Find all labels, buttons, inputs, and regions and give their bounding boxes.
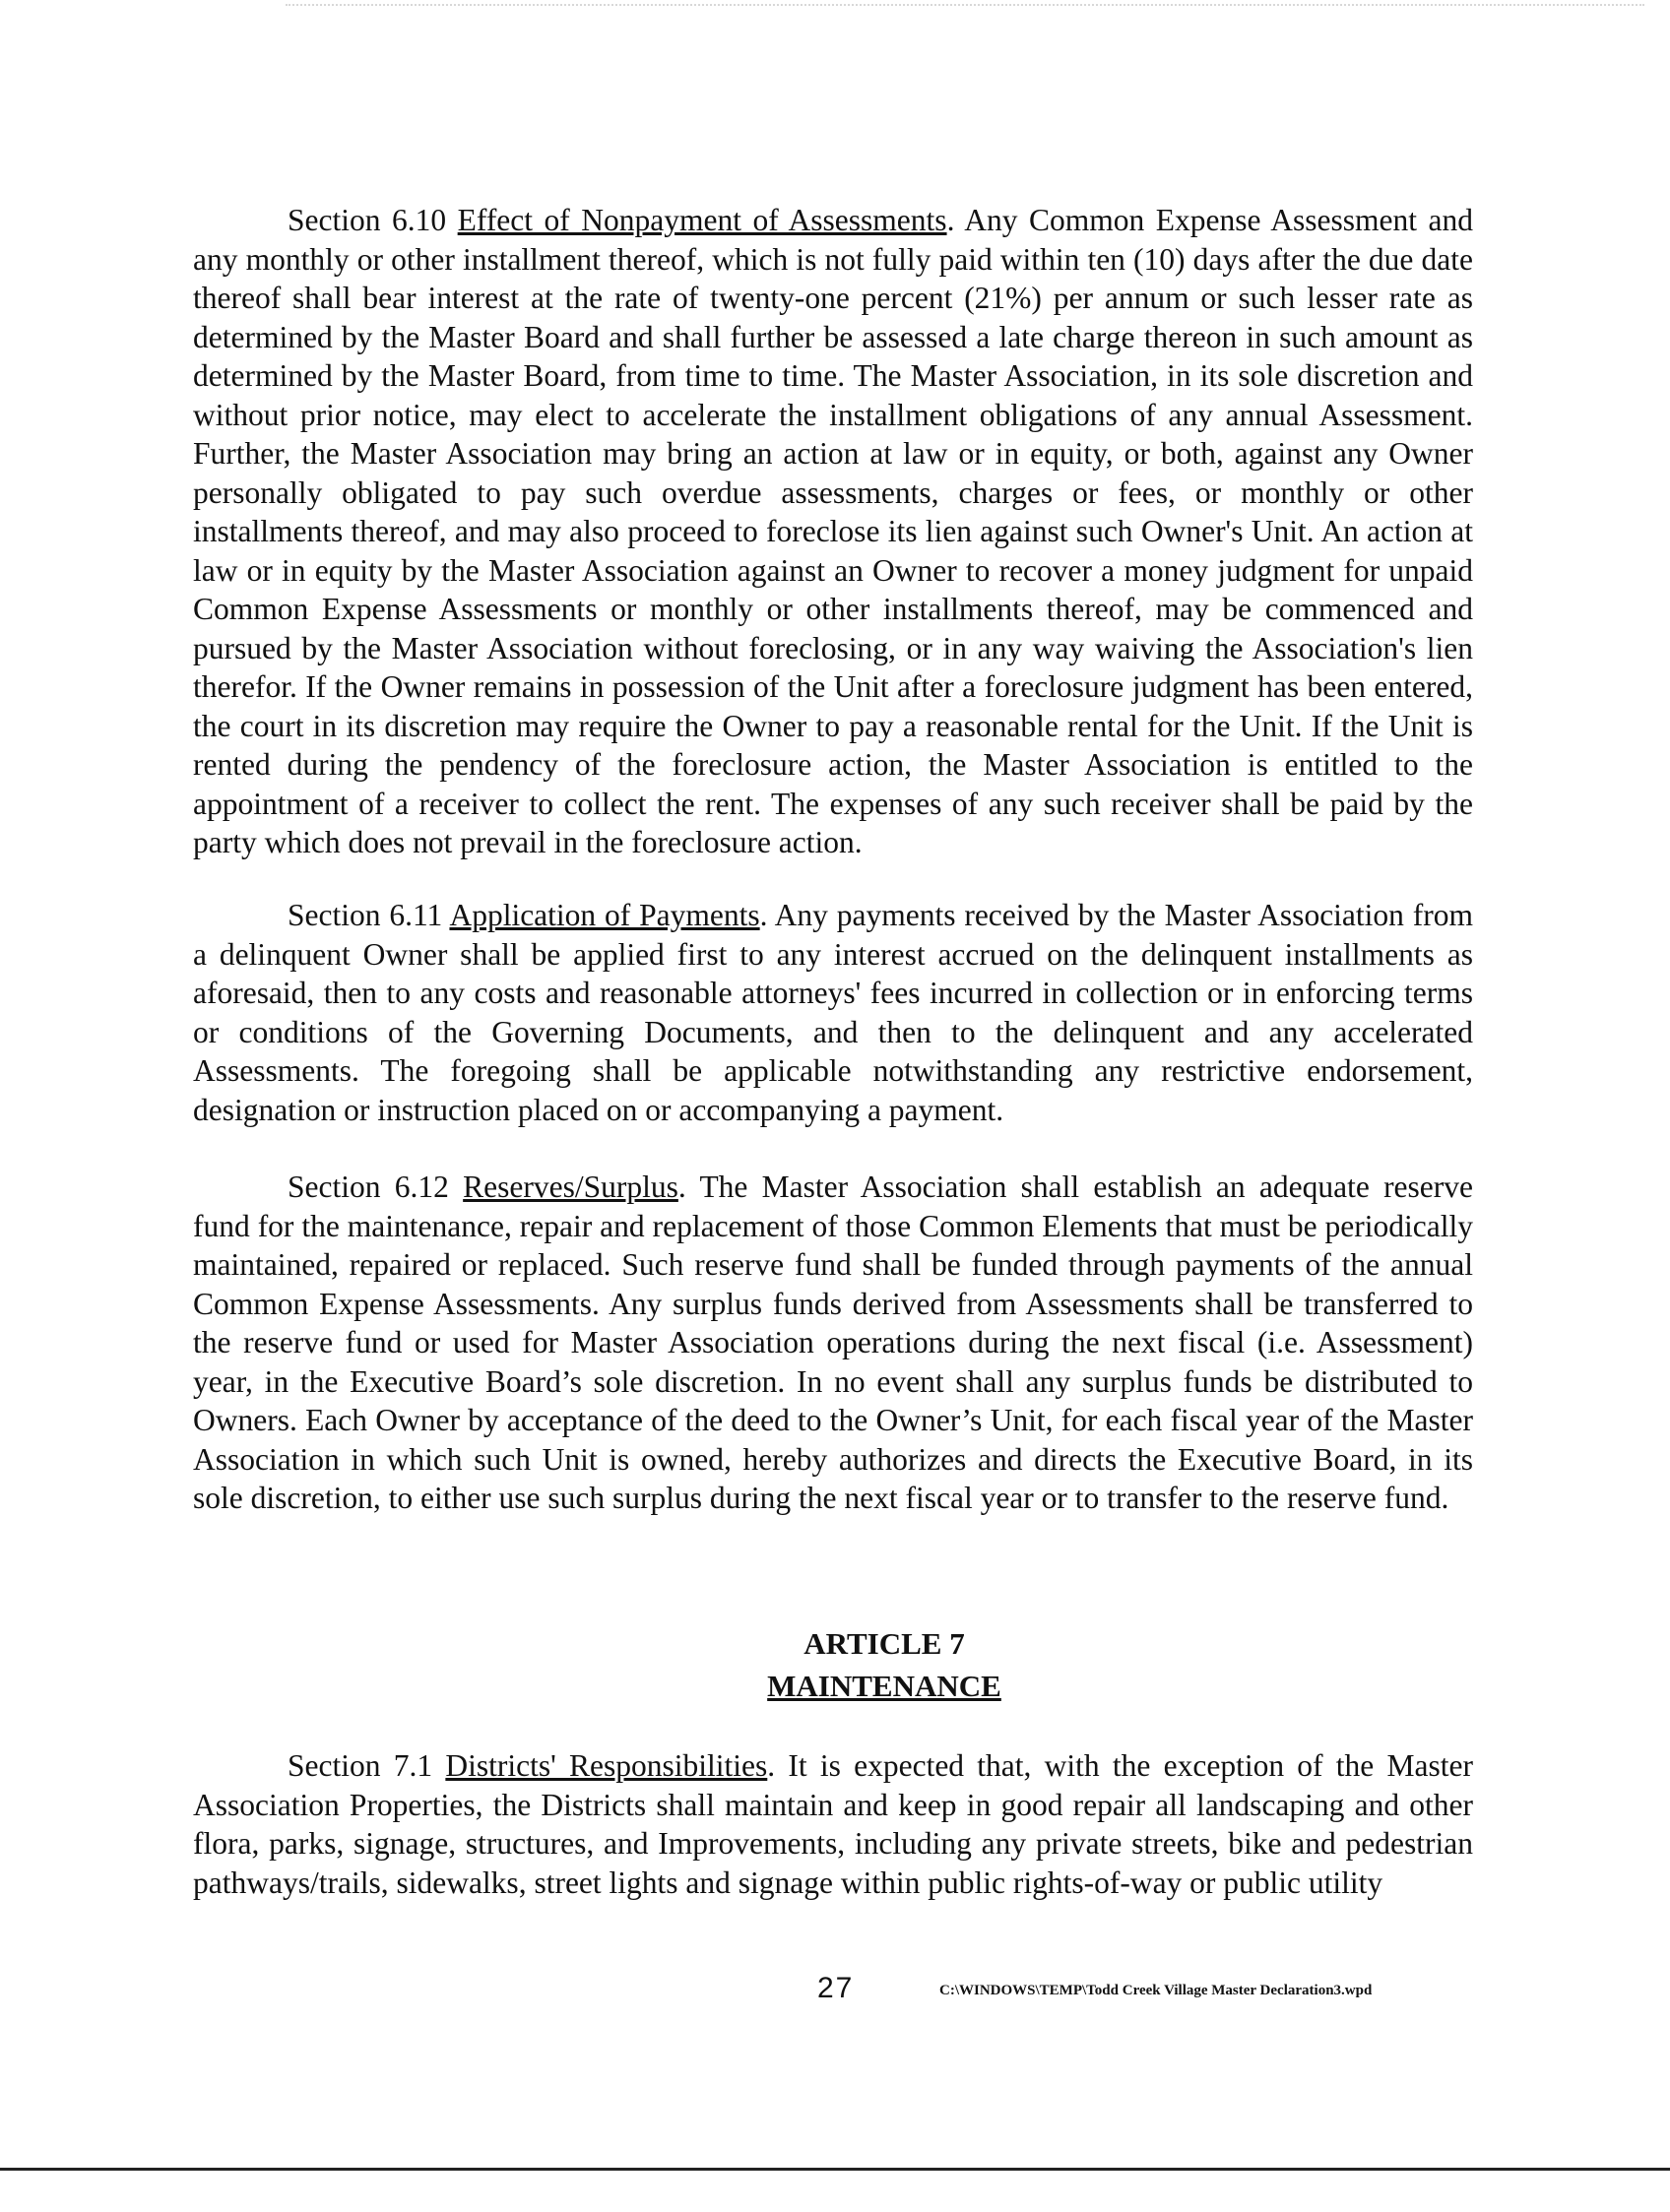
section-title: Districts' Responsibilities [445, 1748, 768, 1783]
article-number: ARTICLE 7 [803, 1626, 965, 1661]
section-6-12 [193, 1168, 1473, 1518]
section-body: . The Master Association shall establish an adequate reserve fund for the maintenance, repair and replacement of those Common Elements that must be periodically maintained, repaired or replaced. Such reserve fund shall be funded through payments of the annual Common Expense Assessments. Any surplus funds derived from Assessments shall be transferred to the reserve fund or used for Master Association operations during the next fiscal (i.e. Assessment) year, in the Executive Board’s sole discretion. In no event shall any surplus funds be distributed to Owners. Each Owner by acceptance of the deed to the Owner’s Unit, for each fiscal year of the Master Association in which such Unit is owned, hereby authorizes and directs the Executive Board, in its sole discretion, to either use such surplus during the next fiscal year or to transfer to the reserve fund. [193, 1169, 1473, 1515]
section-6-10 [193, 201, 1473, 862]
section-title: Application of Payments [449, 898, 760, 932]
section-number: Section 7.1 [288, 1748, 433, 1783]
article-title: MAINTENANCE [767, 1669, 1001, 1703]
section-body: . It is expected that, with the exception of the Master Association Properties, the Districts shall maintain and keep in good repair all landscaping and other flora, parks, signage, structures, and Improvements, including any private streets, bike and pedestrian pathways/trails, sidewalks, street lights and signage within public rights-of-way or public utility [193, 1748, 1473, 1900]
section-body: . Any payments received by the Master Association from a delinquent Owner shall be applied first to any interest accrued on the delinquent installments as aforesaid, then to any costs and reasonable attorneys' fees incurred in collection or in enforcing terms or conditions of the Governing Documents, and then to the delinquent and any accelerated Assessments. The foregoing shall be applicable notwithstanding any restrictive endorsement, designation or instruction placed on or accompanying a payment. [193, 898, 1474, 1127]
scan-artifact-top [286, 4, 1644, 16]
section-number: Section 6.11 [288, 898, 443, 932]
section-number: Section 6.10 [288, 203, 447, 237]
page-number: 27 [817, 1972, 855, 2004]
section-body: . Any Common Expense Assessment and any monthly or other installment thereof, which is not fully paid within ten (10) days after the due date thereof shall bear interest at the rate of twenty-one percent (21%) per annum or such lesser rate as determined by the Master Board and shall further be assessed a late charge thereon in such amount as determined by the Master Board, from time to time. The Master Association, in its sole discretion and without prior notice, may elect to accelerate the installment obligations of any annual Assessment. Further, the Master Association may bring an action at law or in equity, or both, against any Owner personally obligated to pay such overdue assessments, charges or fees, or monthly or other installments thereof, and may also proceed to foreclose its lien against such Owner's Unit. An action at law or in equity by the Master Association against an Owner to recover a money judgment for unpaid Common Expense Assessments or monthly or other installments thereof, may be commenced and pursued by the Master Association without foreclosing, or in any way waiving the Association's lien therefor. If the Owner remains in possession of the Unit after a foreclosure judgment has been entered, the court in its discretion may require the Owner to pay a reasonable rental for the Unit. If the Unit is rented during the pendency of the foreclosure action, the Master Association is entitled to the appointment of a receiver to collect the rent. The expenses of any such receiver shall be paid by the party which does not prevail in the foreclosure action. [193, 203, 1473, 859]
file-path: C:\WINDOWS\TEMP\Todd Creek Village Master Declaration3.wpd [939, 1983, 1373, 1998]
section-number: Section 6.12 [288, 1169, 449, 1204]
section-7-1 [193, 1746, 1473, 1902]
bottom-rule [0, 2168, 1670, 2171]
section-6-11 [193, 896, 1473, 1129]
section-title: Effect of Nonpayment of Assessments [457, 203, 947, 237]
section-title: Reserves/Surplus [463, 1169, 678, 1204]
